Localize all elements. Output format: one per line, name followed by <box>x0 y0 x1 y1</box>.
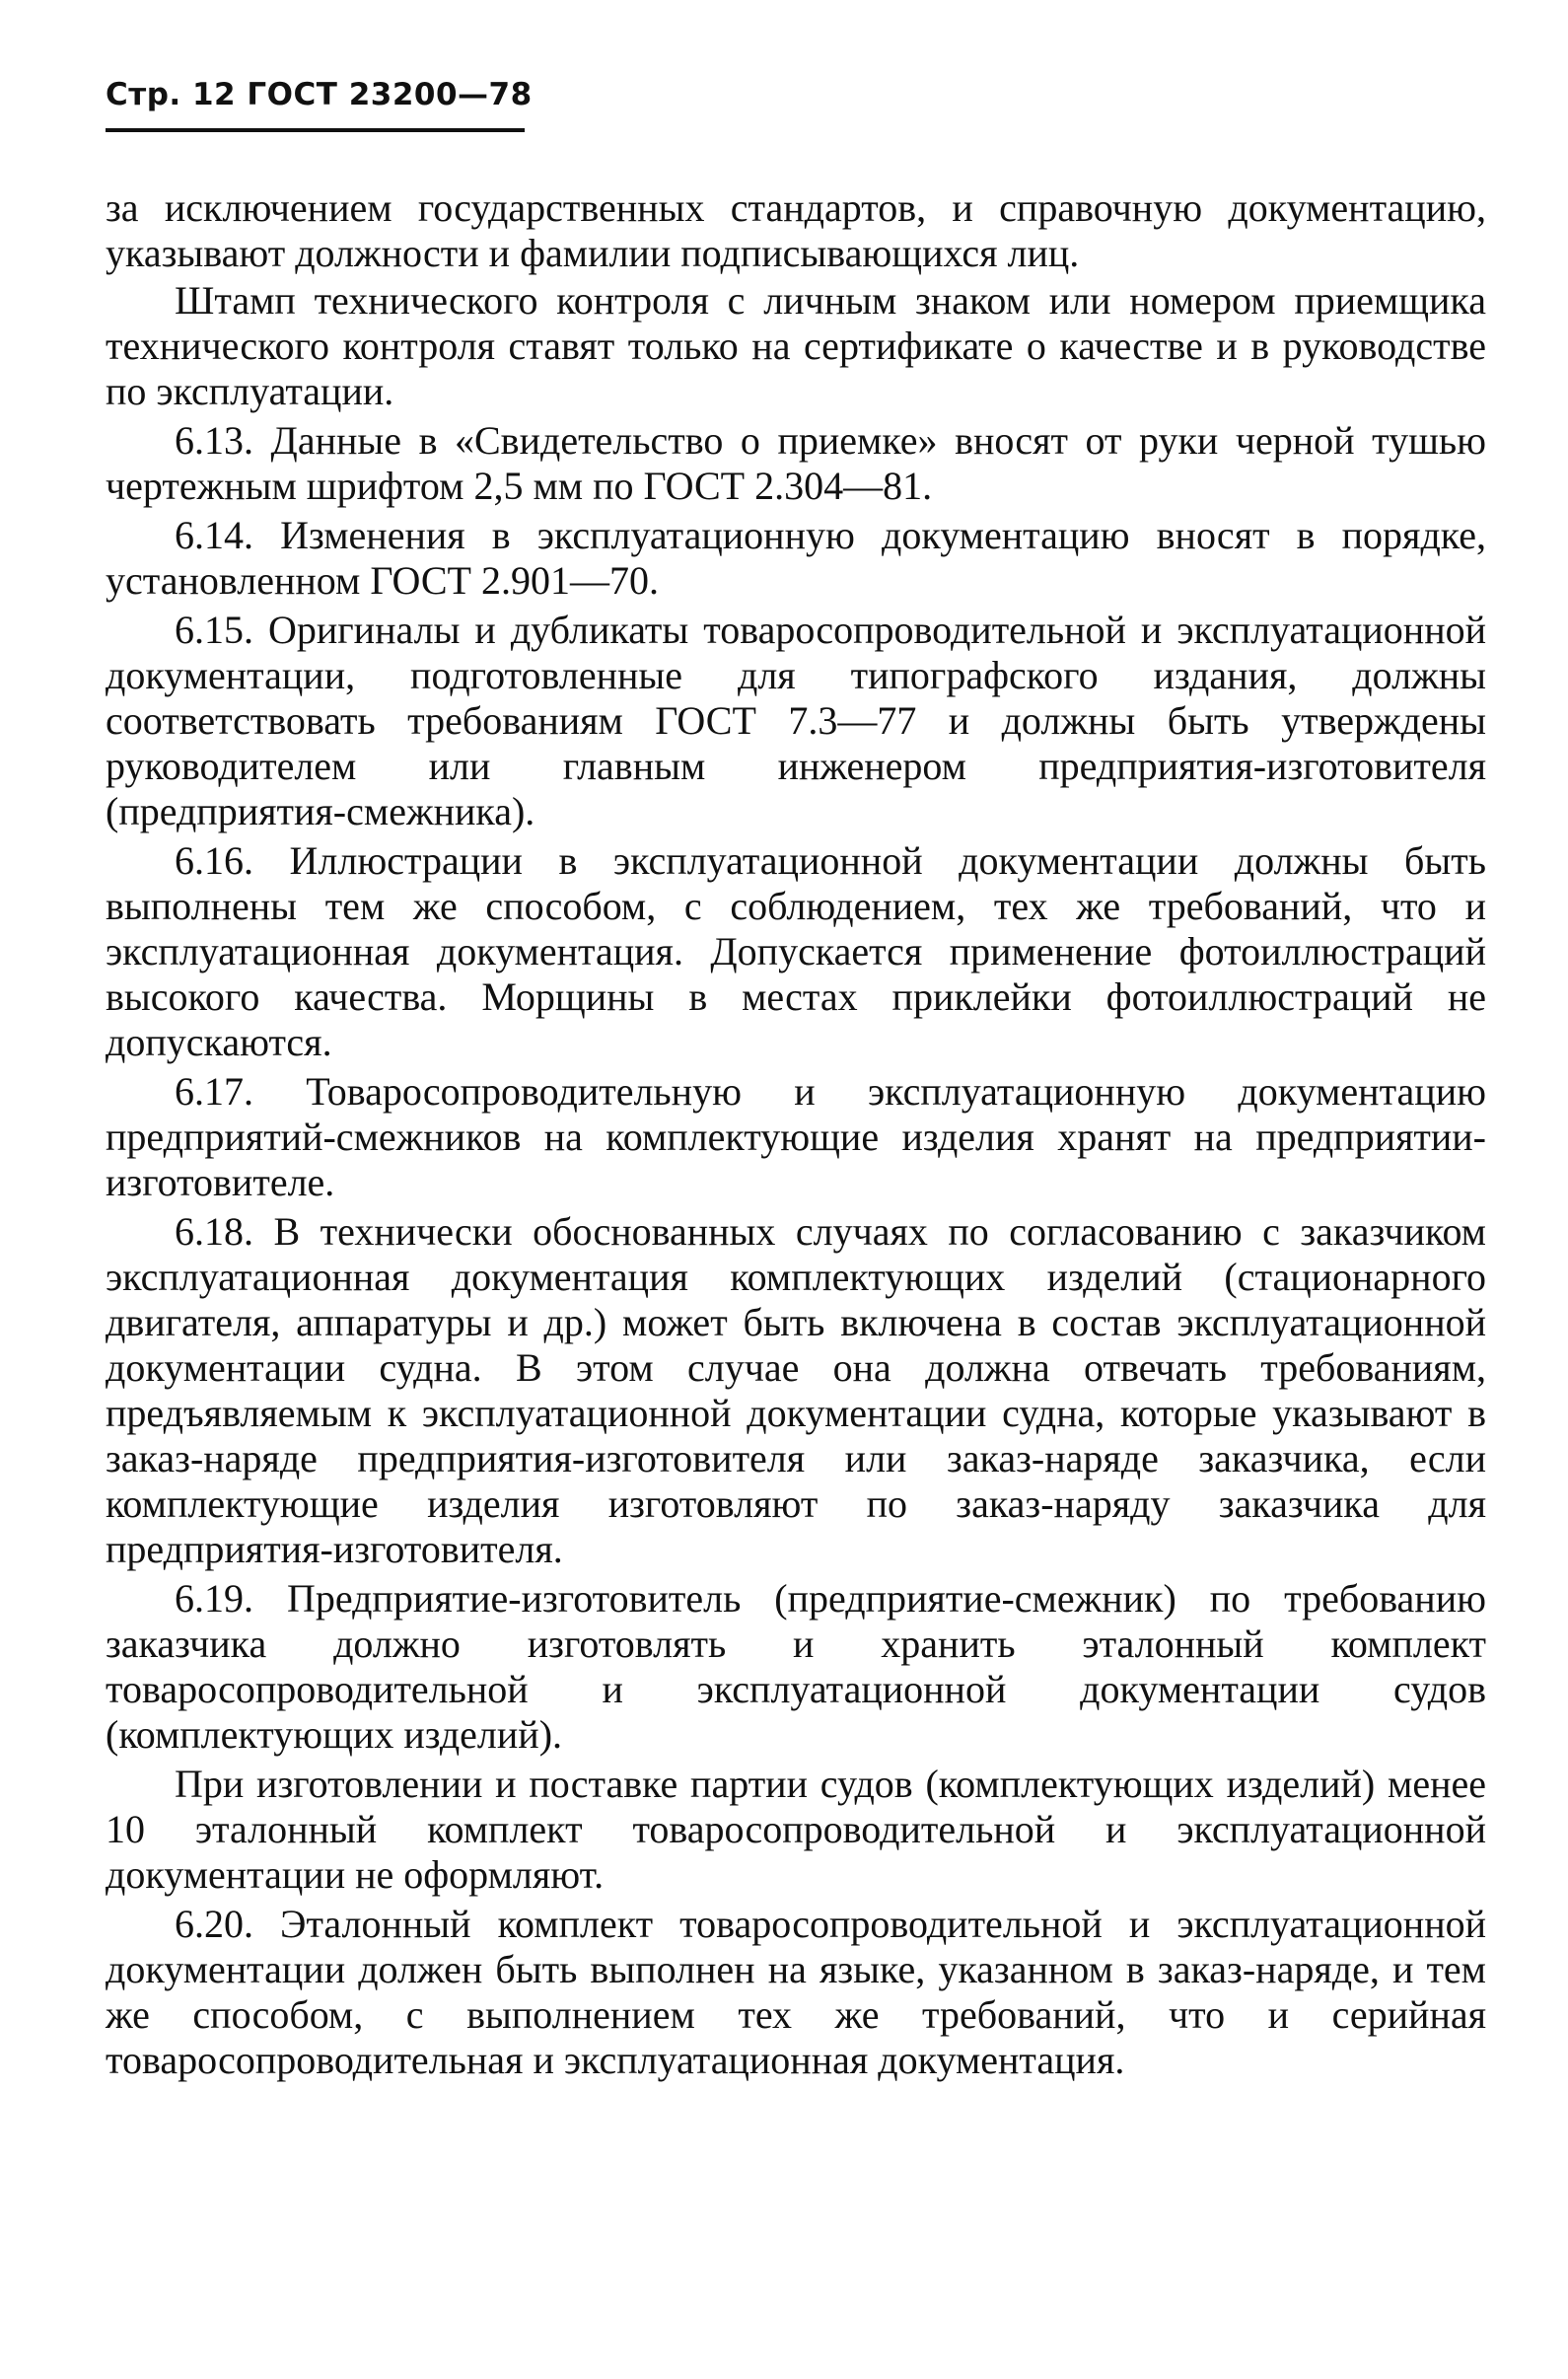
paragraph-reference-set: При изготовлении и поставке партии судов (комплектующих изделий) менее 10 эталонный комплект товаросопроводительной и эксплуатационной документации не оформляют. <box>106 1762 1486 1897</box>
paragraph-6-19: 6.19. Предприятие-изготовитель (предприятие-смежник) по требованию заказчика должно изготовлять и хранить эталонный комплект товаросопроводительной и эксплуатационной документации судов (комплектующих изделий). <box>106 1576 1486 1757</box>
paragraph-stamp: Штамп технического контроля с личным знаком или номером приемщика технического контроля ставят только на сертификате о качестве и в руководстве по эксплуатации. <box>106 278 1486 413</box>
running-head: Стр. 12 ГОСТ 23200—78 <box>106 77 533 112</box>
paragraph-6-17: 6.17. Товаросопроводительную и эксплуатационную документацию предприятий-смежников на комплектующие изделия хранят на предприятии-изготовителе. <box>106 1069 1486 1204</box>
paragraph-6-13: 6.13. Данные в «Свидетельство о приемке» вносят от руки черной тушью чертежным шрифтом 2,5 мм по ГОСТ 2.304—81. <box>106 418 1486 508</box>
paragraph-6-15: 6.15. Оригиналы и дубликаты товаросопроводительной и эксплуатационной документации, подготовленные для типографского издания, должны соответствовать требованиям ГОСТ 7.3—77 и должны быть утверждены руководителем или главным инженером предприятия-изготовителя (предприятия-смежника). <box>106 608 1486 833</box>
paragraph-continuation: за исключением государственных стандартов, и справочную документацию, указывают должности и фамилии подписывающихся лиц. <box>106 185 1486 275</box>
header-rule <box>106 128 525 132</box>
document-body <box>106 185 1486 2085</box>
paragraph-6-16: 6.16. Иллюстрации в эксплуатационной документации должны быть выполнены тем же способом, с соблюдением, тех же требований, что и эксплуатационная документация. Допускается применение фотоиллюстраций высокого качества. Морщины в местах приклейки фотоиллюстраций не допускаются. <box>106 838 1486 1064</box>
paragraph-6-20: 6.20. Эталонный комплект товаросопроводительной и эксплуатационной документации должен быть выполнен на языке, указанном в заказ-наряде, и тем же способом, с выполнением тех же требований, что и серийная товаросопроводительная и эксплуатационная документация. <box>106 1902 1486 2082</box>
paragraph-6-14: 6.14. Изменения в эксплуатационную документацию вносят в порядке, установленном ГОСТ 2.901—70. <box>106 513 1486 603</box>
paragraph-6-18: 6.18. В технически обоснованных случаях по согласованию с заказчиком эксплуатационная документация комплектующих изделий (стационарного двигателя, аппаратуры и др.) может быть включена в состав эксплуатационной документации судна. В этом случае она должна отвечать требованиям, предъявляемым к эксплуатационной документации судна, которые указывают в заказ-наряде предприятия-изготовителя или заказ-наряде заказчика, если комплектующие изделия изготовляют по заказ-наряду заказчика для предприятия-изготовителя. <box>106 1209 1486 1571</box>
